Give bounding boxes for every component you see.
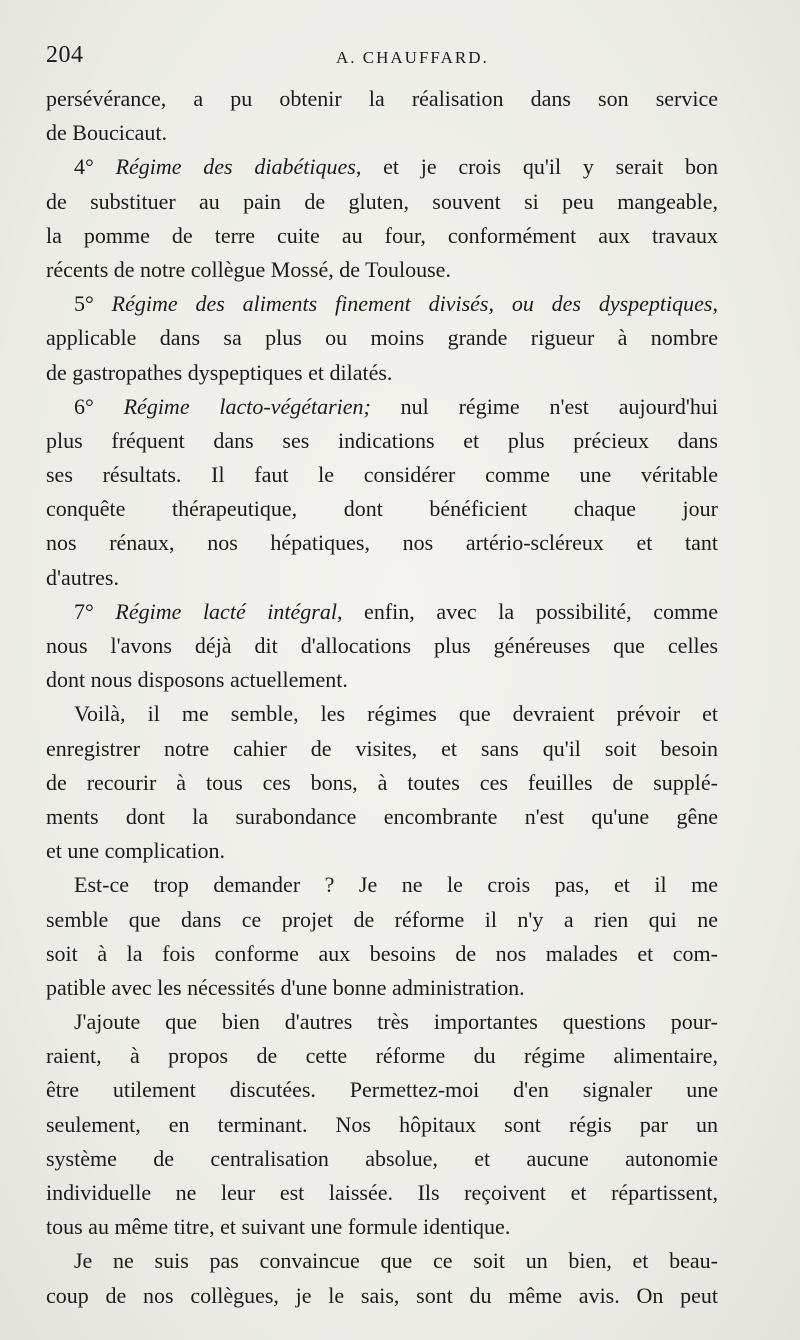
line-text: système de centralisation absolue, et aucune autonomie: [46, 1145, 718, 1171]
running-head: A. CHAUFFARD.: [336, 48, 489, 67]
line-text: de recourir à tous ces bons, à toutes ces feuilles de supplé-: [46, 769, 718, 795]
line-text: J'ajoute que bien d'autres très importantes questions pour-: [74, 1009, 718, 1035]
line-text: tous au même titre, et suivant une formule identique.: [46, 1214, 511, 1240]
line-text: persévérance, a pu obtenir la réalisation dans son service: [46, 86, 718, 111]
line-text: patible avec les nécessités d'une bonne administration.: [46, 974, 525, 1000]
page-header: [46, 42, 716, 78]
text-line: [46, 663, 718, 697]
text-line: [46, 1210, 718, 1244]
regime-title: Régime lacté intégral: [115, 598, 337, 624]
line-text: raient, à propos de cette réforme du régime alimentaire,: [46, 1043, 718, 1069]
item-number: 7°: [74, 598, 116, 624]
line-text: dont nous disposons actuellement.: [46, 667, 348, 693]
line-text: de gastropathes dyspeptiques et dilatés.: [46, 359, 393, 385]
line-text: enregistrer notre cahier de visites, et sans qu'il soit besoin: [46, 735, 718, 761]
line-text: applicable dans sa plus ou moins grande rigueur à nombre: [46, 325, 718, 351]
text-line: [46, 492, 718, 526]
text-line: [46, 629, 718, 663]
line-text: , enfin, avec la possibilité, comme: [336, 598, 718, 624]
text-line: [46, 1142, 718, 1176]
line-text: Voilà, il me semble, les régimes que devraient prévoir et: [74, 701, 718, 727]
line-text: conquête thérapeutique, dont bénéficient chaque jour: [46, 496, 718, 522]
line-text: de Boucicaut.: [46, 120, 167, 146]
line-text: ses résultats. Il faut le considérer comme une véritable: [46, 462, 718, 488]
line-text: être utilement discutées. Permettez-moi d'en signaler une: [46, 1077, 718, 1103]
line-text: d'autres.: [46, 564, 119, 590]
text-line: [46, 903, 718, 937]
line-text: récents de notre collègue Mossé, de Toulouse.: [46, 256, 451, 282]
text-line: [46, 526, 718, 560]
text-line: [46, 1176, 718, 1210]
text-line: [46, 1279, 718, 1313]
line-text: ments dont la surabondance encombrante n'est qu'une gêne: [46, 803, 718, 829]
line-text: Je ne suis pas convaincue que ce soit un bien, et beau-: [74, 1248, 718, 1274]
text-line: [46, 185, 718, 219]
text-line: [46, 868, 718, 902]
line-text: seulement, en terminant. Nos hôpitaux sont régis par un: [46, 1111, 718, 1137]
text-line: [46, 1039, 718, 1073]
text-line: [46, 971, 718, 1005]
line-text: plus fréquent dans ses indications et plus précieux dans: [46, 427, 718, 453]
text-line: [46, 595, 718, 629]
text-line: [46, 253, 718, 287]
line-text: soit à la fois conforme aux besoins de nos malades et com-: [46, 940, 718, 966]
text-line: [46, 356, 718, 390]
text-line: [46, 766, 718, 800]
text-line: [46, 150, 718, 184]
text-line: [46, 82, 718, 116]
text-line: [46, 287, 718, 321]
text-line: [46, 390, 718, 424]
text-line: [46, 697, 718, 731]
text-line: [46, 800, 718, 834]
text-line: [46, 1005, 718, 1039]
body-text: [46, 82, 718, 1313]
line-text: ,: [712, 291, 718, 317]
item-number: 6°: [74, 393, 124, 419]
text-line: [46, 424, 718, 458]
line-text: nous l'avons déjà dit d'allocations plus généreuses que celles: [46, 633, 718, 658]
regime-title: Régime des aliments finement divisés, ou des dyspeptiques: [111, 291, 713, 317]
line-text: la pomme de terre cuite au four, conformément aux travaux: [46, 222, 718, 248]
line-text: , et je crois qu'il y serait bon: [355, 154, 718, 180]
text-line: [46, 834, 718, 868]
text-line: [46, 561, 718, 595]
text-line: [46, 937, 718, 971]
line-text: coup de nos collègues, je le sais, sont du même avis. On peut: [46, 1282, 718, 1308]
item-number: 4°: [74, 154, 116, 180]
regime-title: Régime lacto-végétarien;: [123, 393, 371, 419]
text-line: [46, 219, 718, 253]
text-line: [46, 458, 718, 492]
text-line: [46, 321, 718, 355]
text-line: [46, 1073, 718, 1107]
line-text: Est-ce trop demander ? Je ne le crois pas, et il me: [74, 872, 718, 898]
text-line: [46, 116, 718, 150]
line-text: nul régime n'est aujourd'hui: [370, 393, 718, 419]
line-text: de substituer au pain de gluten, souvent si peu mangeable,: [46, 188, 718, 214]
page-number: 204: [46, 42, 84, 68]
text-line: [46, 1108, 718, 1142]
text-line: [46, 1244, 718, 1278]
line-text: et une complication.: [46, 838, 225, 864]
text-line: [46, 732, 718, 766]
line-text: semble que dans ce projet de réforme il n'y a rien qui ne: [46, 906, 718, 932]
regime-title: Régime des diabétiques: [115, 154, 356, 180]
line-text: nos rénaux, nos hépatiques, nos artério-scléreux et tant: [46, 530, 718, 556]
line-text: individuelle ne leur est laissée. Ils reçoivent et répartissent,: [46, 1180, 718, 1205]
item-number: 5°: [74, 291, 112, 317]
